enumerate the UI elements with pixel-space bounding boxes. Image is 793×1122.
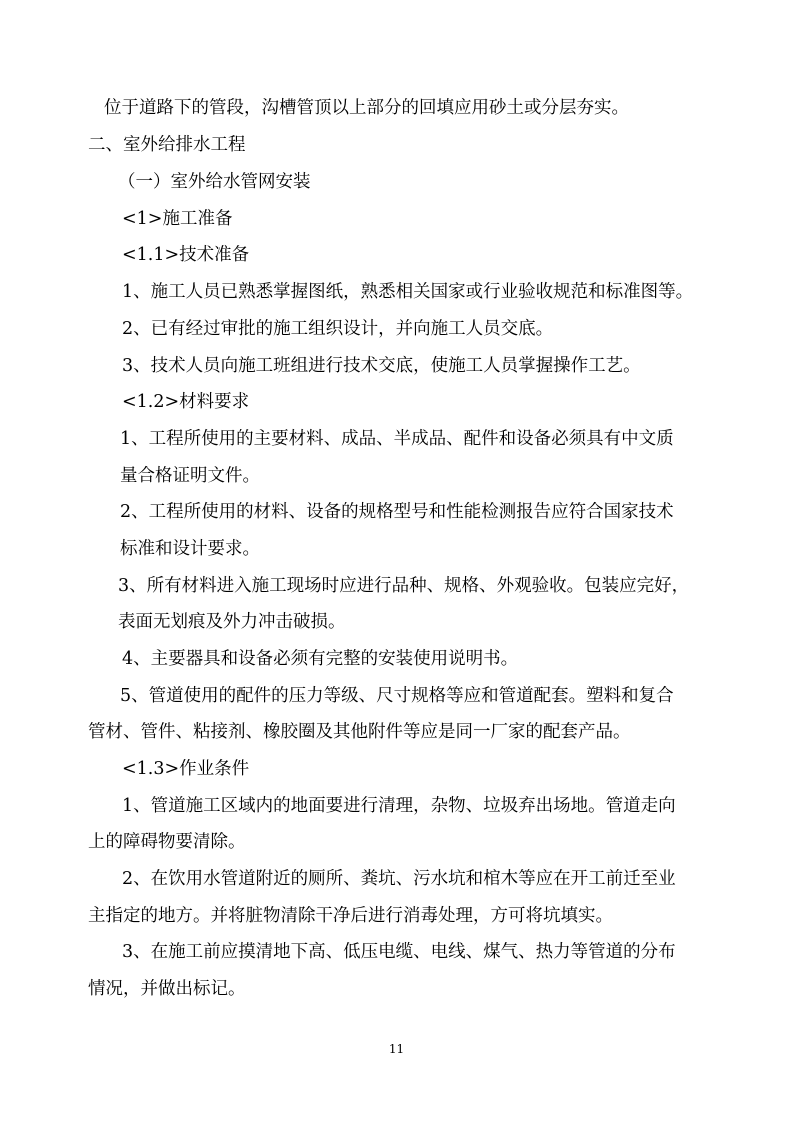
paragraph-line: 1、施工人员已熟悉掌握图纸，熟悉相关国家或行业验收规范和标准图等。 — [122, 282, 694, 302]
paragraph-line: 表面无划痕及外力冲击破损。 — [118, 612, 346, 632]
paragraph-line: 上的障碍物要清除。 — [88, 832, 246, 852]
paragraph-line: 2、在饮用水管道附近的厕所、粪坑、污水坑和棺木等应在开工前迁至业 — [122, 869, 676, 889]
paragraph-line: 4、主要器具和设备必须有完整的安装使用说明书。 — [122, 649, 519, 669]
paragraph-line: 1、工程所使用的主要材料、成品、半成品、配件和设备必须具有中文质 — [120, 429, 674, 449]
paragraph-line: 2、已有经过审批的施工组织设计，并向施工人员交底。 — [122, 319, 554, 339]
paragraph-line: 位于道路下的管段，沟槽管顶以上部分的回填应用砂土或分层夯实。 — [104, 98, 629, 118]
item-heading: <1.3>作业条件 — [122, 759, 250, 779]
paragraph-line: 2、工程所使用的材料、设备的规格型号和性能检测报告应符合国家技术 — [120, 502, 674, 522]
item-heading: <1.2>材料要求 — [122, 392, 250, 412]
paragraph-line: 管材、管件、粘接剂、橡胶圈及其他附件等应是同一厂家的配套产品。 — [88, 722, 631, 742]
paragraph-line: 5、管道使用的配件的压力等级、尺寸规格等应和管道配套。塑料和复合 — [120, 686, 674, 706]
paragraph-line: 标准和设计要求。 — [120, 539, 260, 559]
page-number: 11 — [388, 1042, 405, 1056]
section-heading: 二、室外给排水工程 — [88, 135, 246, 155]
paragraph-line: 主指定的地方。并将脏物清除干净后进行消毒处理，方可将坑填实。 — [88, 906, 613, 926]
paragraph-line: 1、管道施工区域内的地面要进行清理，杂物、垃圾弃出场地。管道走向 — [122, 796, 676, 816]
paragraph-line: 量合格证明文件。 — [120, 466, 260, 486]
paragraph-line: 3、在施工前应摸清地下高、低压电缆、电线、煤气、热力等管道的分布 — [122, 942, 676, 962]
item-heading: <1.1>技术准备 — [122, 245, 250, 265]
paragraph-line: 3、所有材料进入施工现场时应进行品种、规格、外观验收。包装应完好， — [118, 576, 690, 596]
subsection-heading: （一）室外给水管网安装 — [118, 172, 311, 192]
paragraph-line: 3、技术人员向施工班组进行技术交底，使施工人员掌握操作工艺。 — [122, 356, 641, 376]
paragraph-line: 情况，并做出标记。 — [88, 979, 246, 999]
item-heading: <1>施工准备 — [122, 209, 233, 229]
